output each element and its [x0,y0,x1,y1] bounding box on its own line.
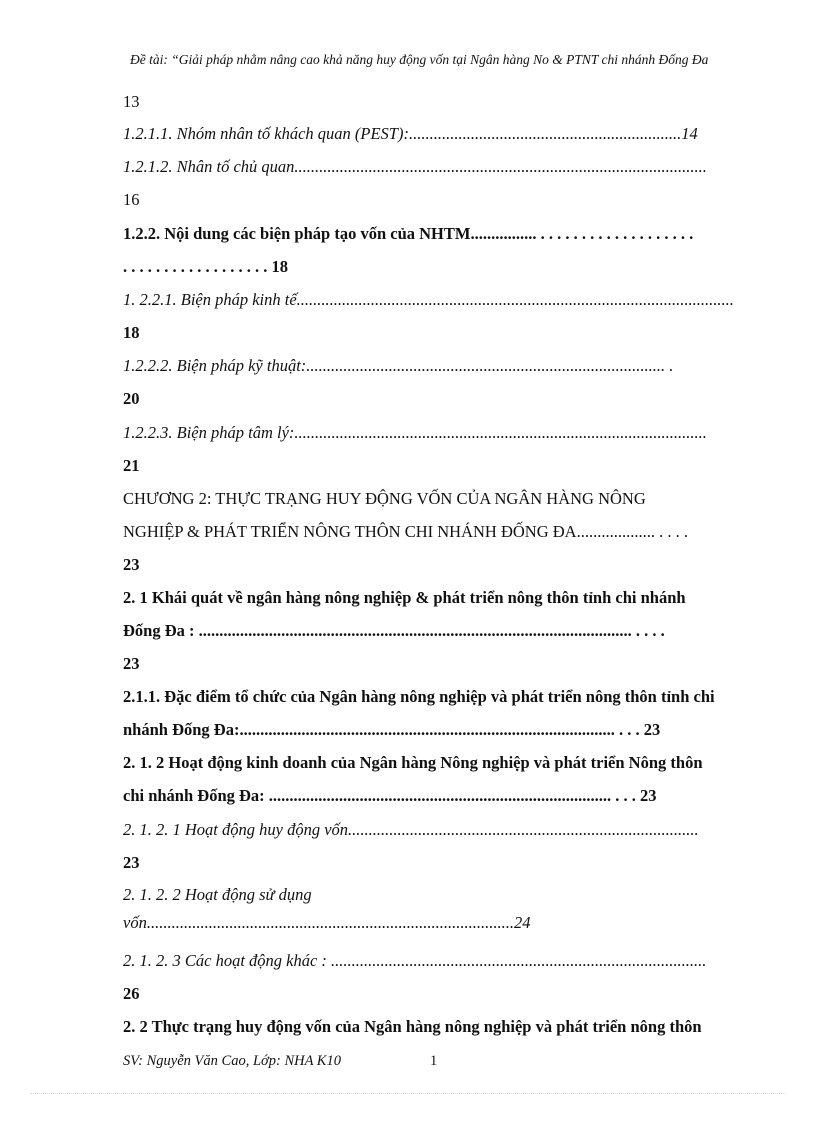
toc-line: 1.2.2. Nội dung các biện pháp tạo vốn của NHTM................ . . . . . . . . . . . . . . . . . . . [123,224,694,243]
toc-line: 2. 1. 2 Hoạt động kinh doanh của Ngân hàng Nông nghiệp và phát triển Nông thôn [123,753,703,772]
page-separator [30,1093,786,1094]
toc-line: Đống Đa : ......................................................................................................... . . . . [123,621,665,640]
toc-line: 20 [123,389,140,408]
toc-line: 21 [123,456,140,475]
toc-line: CHƯƠNG 2: THỰC TRẠNG HUY ĐỘNG VỐN CỦA NGÂN HÀNG NÔNG [123,489,646,508]
toc-line: 13 [123,92,140,111]
toc-line: 1.2.2.3. Biện pháp tâm lý:.................................................................................................... [123,423,707,442]
toc-line: NGHIỆP & PHÁT TRIỂN NÔNG THÔN CHI NHÁNH ĐỐNG ĐA................... . . . . [123,522,688,541]
toc-line: 23 [123,853,140,872]
toc-line: 2.1.1. Đặc điểm tổ chức của Ngân hàng nông nghiệp và phát triển nông thôn tỉnh chi [123,687,715,706]
toc-line: 18 [123,323,140,342]
toc-line: vốn.........................................................................................24 [123,913,531,932]
toc-line: 1. 2.2.1. Biện pháp kinh tế.......................................................................................................... [123,290,734,309]
toc-line: 26 [123,984,140,1003]
toc-line: 2. 1. 2. 3 Các hoạt động khác : ........................................................................................... [123,951,707,970]
page-header: Đề tài: “Giải pháp nhằm nâng cao khả năng huy động vốn tại Ngân hàng No & PTNT chi nhánh Đống Đa [130,52,709,67]
toc-line: 1.2.1.2. Nhân tố chủ quan.................................................................................................... [123,157,707,176]
toc-line: 1.2.1.1. Nhóm nhân tố khách quan (PEST):..................................................................14 [123,124,698,143]
toc-line: 23 [123,654,140,673]
toc-line: chi nhánh Đống Đa: ................................................................................... . . . 23 [123,786,657,805]
toc-line: 23 [123,555,140,574]
toc-line: 2. 1. 2. 1 Hoạt động huy động vốn..................................................................................... [123,820,699,839]
toc-line: 1.2.2.2. Biện pháp kỹ thuật:....................................................................................... . [123,356,674,375]
toc-line: 2. 1. 2. 2 Hoạt động sử dụng [123,885,312,904]
toc-line: nhánh Đống Đa:........................................................................................... . . . 23 [123,720,661,739]
page-number: 1 [430,1053,438,1069]
toc-line: . . . . . . . . . . . . . . . . . . 18 [123,257,288,276]
toc-line: 16 [123,190,140,209]
page-footer: SV: Nguyễn Văn Cao, Lớp: NHA K10 [123,1053,341,1069]
toc-line: 2. 1 Khái quát về ngân hàng nông nghiệp & phát triển nông thôn tỉnh chi nhánh [123,588,686,607]
toc-line: 2. 2 Thực trạng huy động vốn của Ngân hàng nông nghiệp và phát triển nông thôn [123,1017,702,1036]
